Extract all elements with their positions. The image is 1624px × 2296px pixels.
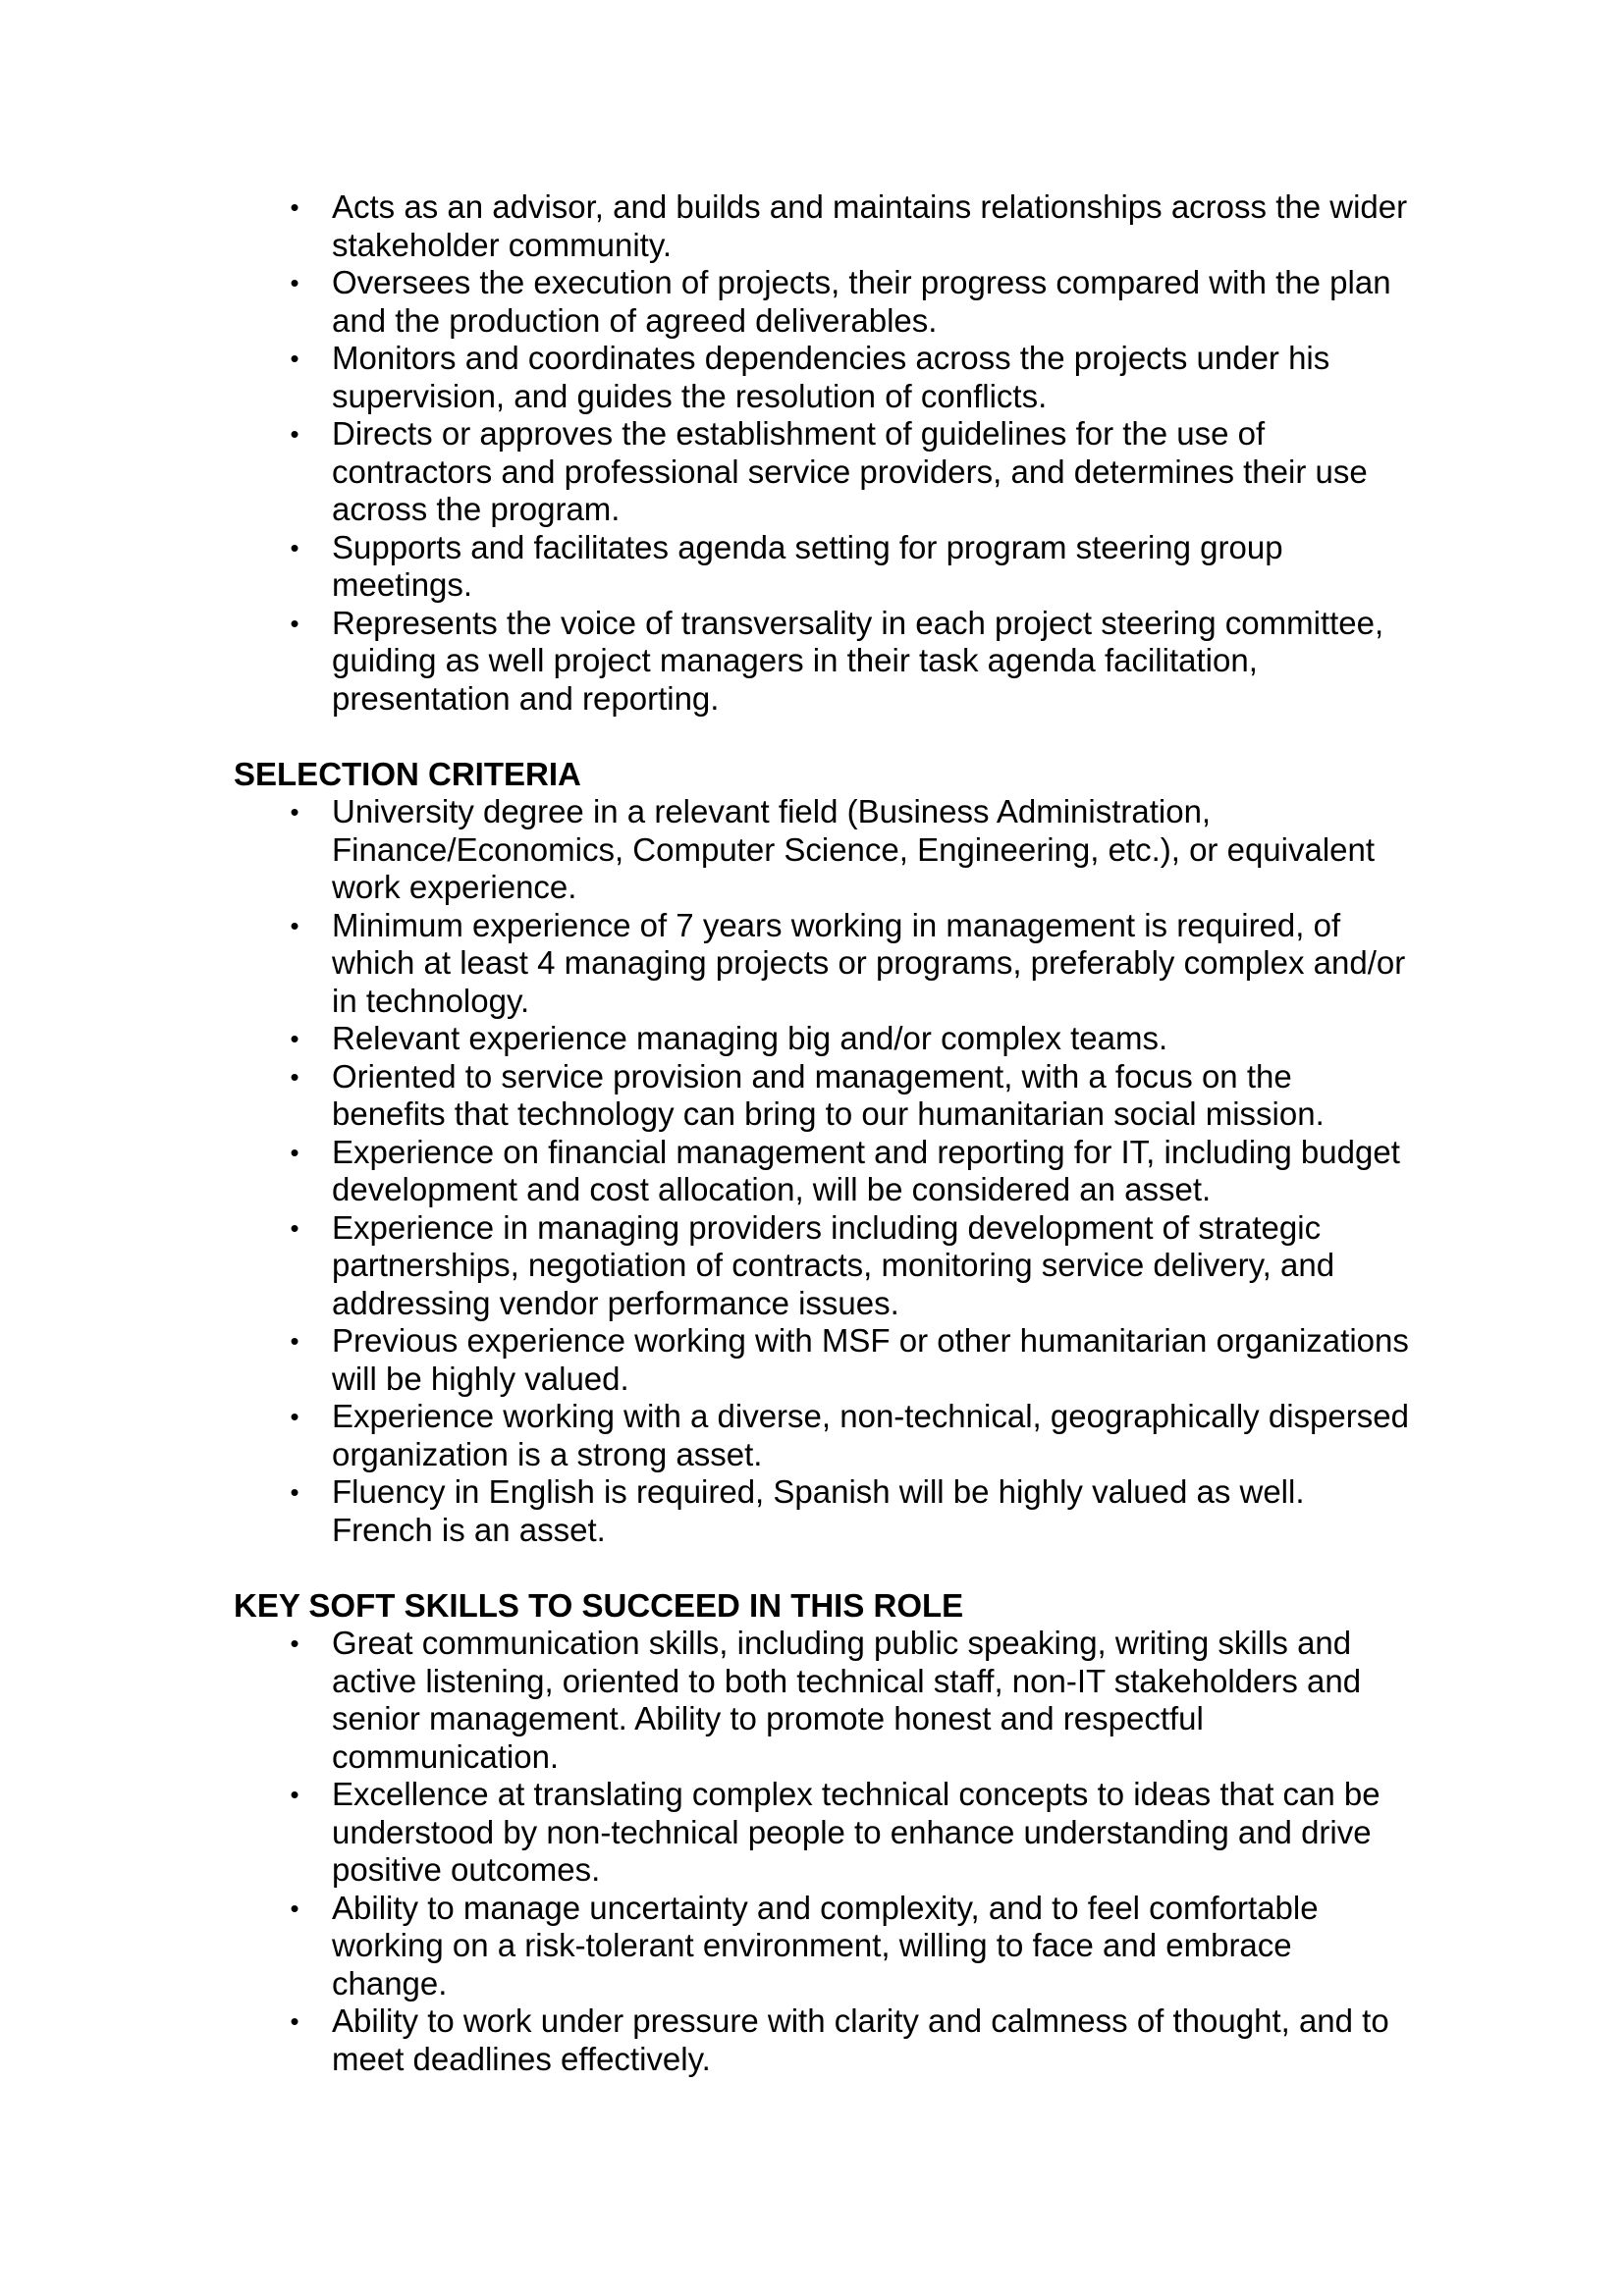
bullet-icon: • <box>290 192 299 222</box>
list-item-text: Ability to manage uncertainty and complexity, and to feel comfortable working on a risk-tolerant environment, willing to face and embrace change. <box>332 1889 1319 2002</box>
bullet-icon: • <box>290 344 299 373</box>
list-item <box>234 1776 1412 1890</box>
intro-responsibilities-list <box>234 188 1412 718</box>
list-item-text: Oversees the execution of projects, their progress compared with the plan and the production of agreed deliverables. <box>332 264 1391 339</box>
bullet-icon: • <box>290 268 299 297</box>
list-item-text: Experience on financial management and reporting for IT, including budget development and cost allocation, will be considered an asset. <box>332 1133 1400 1207</box>
section-spacer <box>234 718 1412 755</box>
list-item-text: Minimum experience of 7 years working in management is required, of which at least 4 managing projects or programs, preferably complex and/or in technology. <box>332 906 1406 1019</box>
bullet-icon: • <box>290 1212 299 1243</box>
list-item-text: Fluency in English is required, Spanish will be highly valued as well. French is an asset. <box>332 1473 1305 1548</box>
section-spacer <box>234 1549 1412 1586</box>
list-item <box>234 529 1412 605</box>
bullet-icon: • <box>290 1326 299 1356</box>
list-item-text: University degree in a relevant field (Business Administration, Finance/Economics, Computer Science, Engineering, etc.), or equivalent work experience. <box>332 793 1376 905</box>
list-item <box>234 1473 1412 1549</box>
bullet-icon: • <box>290 1629 299 1658</box>
bullet-icon: • <box>290 1477 299 1507</box>
bullet-icon: • <box>290 1402 299 1431</box>
list-item <box>234 340 1412 415</box>
list-item <box>234 793 1412 907</box>
bullet-icon: • <box>290 797 299 827</box>
list-item-text: Directs or approves the establishment of guidelines for the use of contractors and professional service providers, and determines their use across the program. <box>332 415 1368 527</box>
bullet-icon: • <box>290 608 299 638</box>
list-item <box>234 1134 1412 1209</box>
selection-criteria-list <box>234 793 1412 1549</box>
list-item-text: Monitors and coordinates dependencies across the projects under his supervision, and guides the resolution of conflicts. <box>332 340 1330 414</box>
document-content <box>234 188 1412 2078</box>
soft-skills-list <box>234 1625 1412 2078</box>
list-item <box>234 1058 1412 1134</box>
list-item <box>234 1625 1412 1776</box>
list-item <box>234 2002 1412 2078</box>
bullet-icon: • <box>290 2006 299 2036</box>
bullet-icon: • <box>290 1024 299 1053</box>
list-item <box>234 1398 1412 1473</box>
bullet-icon: • <box>290 1137 299 1167</box>
list-item-text: Ability to work under pressure with clarity and calmness of thought, and to meet deadlines effectively. <box>332 2002 1389 2077</box>
list-item-text: Experience working with a diverse, non-technical, geographically dispersed organization is a strong asset. <box>332 1398 1409 1472</box>
list-item <box>234 1020 1412 1058</box>
bullet-icon: • <box>290 1893 299 1923</box>
bullet-icon: • <box>290 1061 299 1092</box>
list-item <box>234 1890 1412 2003</box>
list-item <box>234 1322 1412 1398</box>
list-item-text: Supports and facilitates agenda setting for program steering group meetings. <box>332 528 1283 603</box>
selection-criteria-heading: SELECTION CRITERIA <box>234 756 581 792</box>
list-item-text: Experience in managing providers including development of strategic partnerships, negotiation of contracts, monitoring service delivery, and addressing vendor performance issues. <box>332 1208 1335 1321</box>
list-item-text: Acts as an advisor, and builds and maintains relationships across the wider stakeholder community. <box>332 188 1408 263</box>
soft-skills-heading: KEY SOFT SKILLS TO SUCCEED IN THIS ROLE <box>234 1587 964 1624</box>
list-item <box>234 907 1412 1021</box>
list-item <box>234 264 1412 340</box>
list-item <box>234 188 1412 264</box>
list-item-text: Excellence at translating complex technical concepts to ideas that can be understood by non-technical people to enhance understanding and drive positive outcomes. <box>332 1776 1380 1888</box>
bullet-icon: • <box>290 910 299 940</box>
bullet-icon: • <box>290 1780 299 1809</box>
list-item-text: Previous experience working with MSF or other humanitarian organizations will be highly valued. <box>332 1322 1409 1397</box>
bullet-icon: • <box>290 419 299 449</box>
list-item-text: Represents the voice of transversality in each project steering committee, guiding as well project managers in their task agenda facilitation, presentation and reporting. <box>332 604 1384 717</box>
list-item-text: Relevant experience managing big and/or complex teams. <box>332 1020 1168 1056</box>
list-item-text: Oriented to service provision and management, with a focus on the benefits that technology can bring to our humanitarian social mission. <box>332 1057 1325 1132</box>
list-item <box>234 1209 1412 1323</box>
bullet-icon: • <box>290 532 299 562</box>
list-item-text: Great communication skills, including public speaking, writing skills and active listening, oriented to both technical staff, non-IT stakeholders and senior management. Ability to promote honest and respectful communication. <box>332 1625 1362 1775</box>
list-item <box>234 415 1412 529</box>
list-item <box>234 605 1412 719</box>
